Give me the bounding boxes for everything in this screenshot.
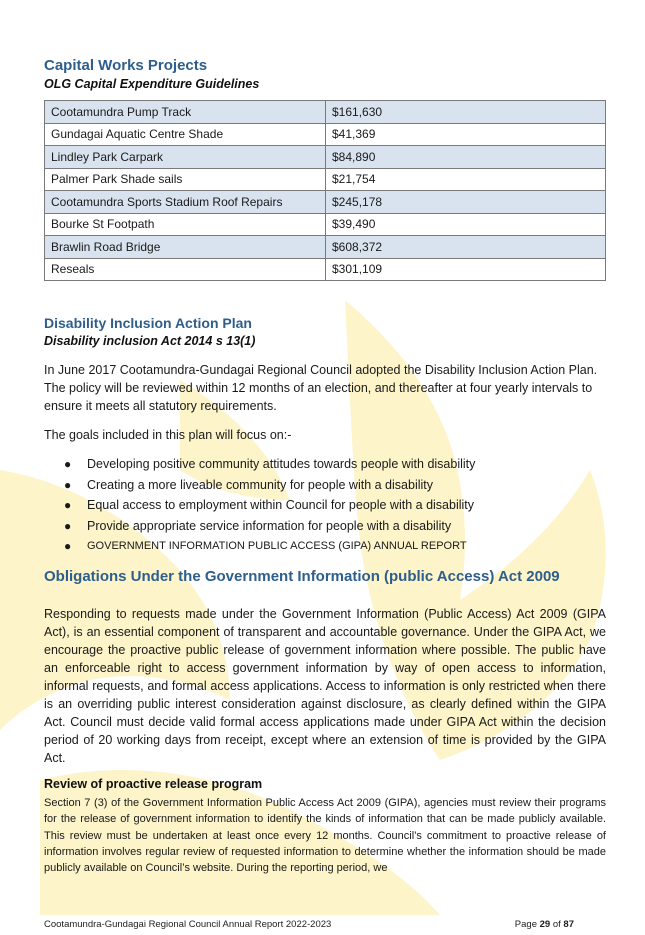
project-name-cell: Lindley Park Carpark bbox=[45, 146, 326, 169]
project-name-cell: Bourke St Footpath bbox=[45, 213, 326, 236]
footer-of-label: of bbox=[552, 919, 561, 930]
footer-report-title: Cootamundra-Gundagai Regional Council Annual Report 2022-2023 bbox=[44, 919, 332, 930]
gipa-heading: Obligations Under the Government Information (public Access) Act 2009 bbox=[44, 568, 560, 585]
goal-text: Equal access to employment within Council for people with a disability bbox=[87, 498, 474, 512]
table-row bbox=[45, 191, 606, 214]
goal-text: Developing positive community attitudes towards people with disability bbox=[87, 457, 476, 471]
footer-page-total: 87 bbox=[563, 919, 574, 930]
footer-page-number bbox=[515, 919, 574, 930]
project-name-cell: Brawlin Road Bridge bbox=[45, 236, 326, 259]
project-amount-cell: $245,178 bbox=[326, 191, 606, 214]
capital-works-subheading: OLG Capital Expenditure Guidelines bbox=[44, 77, 260, 91]
project-amount-cell: $84,890 bbox=[326, 146, 606, 169]
table-row bbox=[45, 146, 606, 169]
footer-page-label: Page bbox=[514, 919, 537, 930]
bullet-icon: ● bbox=[64, 498, 72, 512]
project-name-cell: Cootamundra Pump Track bbox=[45, 101, 326, 124]
table-row bbox=[45, 123, 606, 146]
review-heading: Review of proactive release program bbox=[44, 777, 263, 791]
bullet-icon: ● bbox=[64, 518, 72, 533]
goal-list-item bbox=[44, 517, 475, 538]
goal-text: GOVERNMENT INFORMATION PUBLIC ACCESS (GIPA) ANNUAL REPORT bbox=[87, 540, 467, 552]
disability-plan-heading: Disability Inclusion Action Plan bbox=[44, 315, 252, 331]
table-row bbox=[45, 213, 606, 236]
goals-intro: The goals included in this plan will focus on:- bbox=[44, 428, 292, 442]
table-row bbox=[45, 258, 606, 281]
goal-list-item bbox=[44, 455, 475, 476]
project-amount-cell: $21,754 bbox=[326, 168, 606, 191]
bullet-icon: ● bbox=[64, 539, 72, 553]
project-name-cell: Cootamundra Sports Stadium Roof Repairs bbox=[45, 191, 326, 214]
goal-text: Creating a more liveable community for people with a disability bbox=[87, 477, 433, 492]
goal-list-item bbox=[44, 537, 475, 558]
bullet-icon: ● bbox=[64, 477, 72, 492]
table-row bbox=[45, 168, 606, 191]
footer-page-current: 29 bbox=[539, 919, 551, 930]
project-amount-cell: $41,369 bbox=[326, 123, 606, 146]
project-amount-cell: $301,109 bbox=[326, 258, 606, 281]
capital-works-heading: Capital Works Projects bbox=[44, 57, 208, 74]
table-row bbox=[45, 101, 606, 124]
review-body: Section 7 (3) of the Government Information Public Access Act 2009 (GIPA), agencies must review their programs for the release of government information to identify the kinds of information that can be made publicly available. This review must be undertaken at least once every 12 months. Council’s commitment to proactive release of information involves regular review of requested information to determine whether the information should be made publicly available on Council’s website. During the reporting period, we bbox=[44, 797, 606, 875]
project-amount-cell: $161,630 bbox=[326, 101, 606, 124]
gipa-body: Responding to requests made under the Government Information (Public Access) Act 2009 (GIPA Act), is an essential component of transparent and accountable governance. Under the GIPA Act, we encourage the proactive public release of government information where possible. The public have an enforceable right to access government information by way of open access to information, informal requests, and formal access applications. Access to information is only restricted when there is an overriding public interest consideration against disclosure, as clearly defined within the GIPA Act. Council must decide valid formal access applications made under GIPA Act within the decision period of 20 working days from receipt, except where an extension of time is provided by the GIPA Act. bbox=[44, 607, 606, 765]
goal-list-item bbox=[44, 496, 475, 517]
capital-works-table bbox=[44, 100, 606, 281]
project-name-cell: Reseals bbox=[45, 258, 326, 281]
goal-text: Provide appropriate service information for people with a disability bbox=[87, 518, 452, 533]
project-name-cell: Palmer Park Shade sails bbox=[45, 168, 326, 191]
goals-list bbox=[44, 455, 475, 558]
goal-list-item bbox=[44, 476, 475, 497]
table-row bbox=[45, 236, 606, 259]
project-name-cell: Gundagai Aquatic Centre Shade bbox=[45, 123, 326, 146]
disability-plan-subheading: Disability inclusion Act 2014 s 13(1) bbox=[44, 334, 256, 348]
project-amount-cell: $608,372 bbox=[326, 236, 606, 259]
bullet-icon: ● bbox=[64, 457, 72, 471]
project-amount-cell: $39,490 bbox=[326, 213, 606, 236]
disability-plan-intro: In June 2017 Cootamundra-Gundagai Regional Council adopted the Disability Inclusion Action Plan. The policy will be reviewed within 12 months of an election, and thereafter at four yearly intervals to ensure it meets all statutory requirements. bbox=[44, 363, 598, 413]
